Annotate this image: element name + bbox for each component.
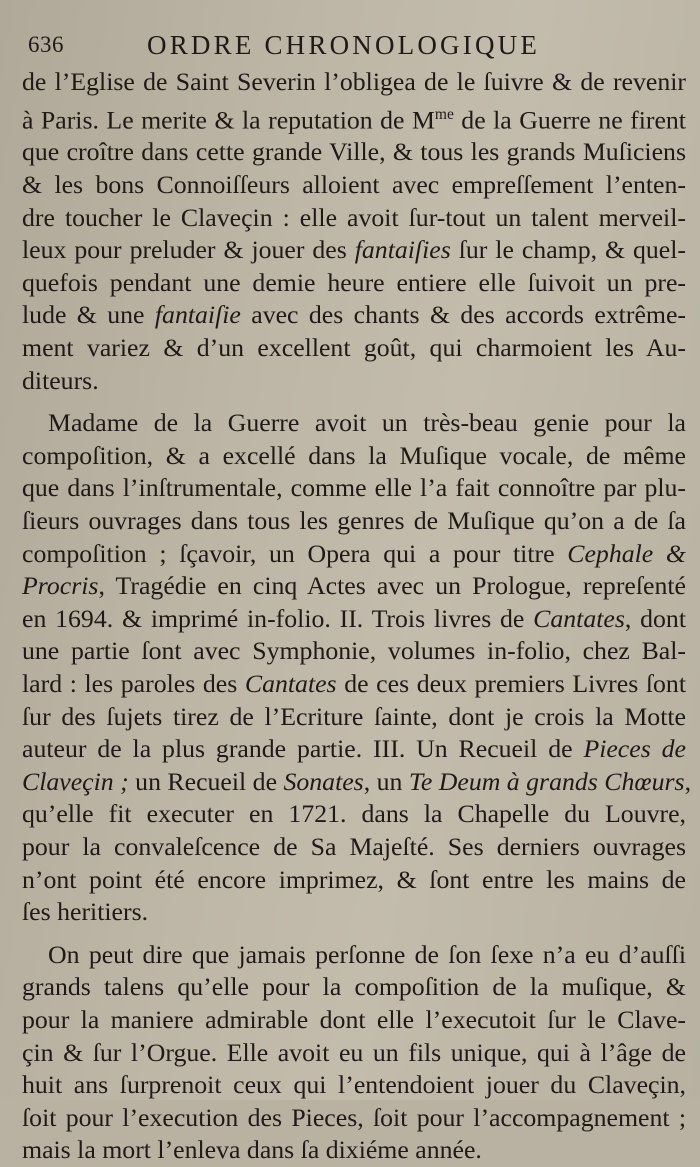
text-run: , Tragédie en cinq Actes avec un Prologue, repreſenté (98, 571, 686, 601)
text-run: & les bons Connoiſſeurs alloient avec empreſſement l’enten- (22, 170, 686, 200)
text-run: ſoit pour l’execution des Pieces, ſoit pour l’accompagnement ; (22, 1102, 686, 1132)
text-line (22, 169, 686, 202)
body-text (22, 66, 692, 1167)
text-run: que dans l’inſtrumentale, comme elle l’a fait connoître par plu- (22, 473, 686, 503)
text-run: quefois pendant une demie heure entiere elle ſuivoit un pre- (22, 267, 686, 297)
text-line (22, 267, 686, 300)
text-run: leux pour preluder & jouer des (22, 235, 355, 265)
text-run: en 1694. & imprimé in-folio. II. Trois livres de (22, 603, 534, 633)
text-line (22, 407, 686, 440)
text-line (22, 202, 686, 235)
italic-text: Te Deum à grands Chœurs (408, 766, 685, 796)
text-run: de l’Eglise de Saint Severin l’obligea de le ſuivre & de revenir (22, 67, 686, 96)
text-run: lude & une (22, 300, 155, 330)
text-run: On peut dire que jamais perſonne de ſon ſexe n’a eu d’auſſi (48, 939, 686, 969)
text-run: à Paris. Le merite & la reputation de M (22, 104, 435, 134)
text-line (22, 831, 686, 864)
italic-text: fantaiſies (354, 235, 451, 265)
text-run: huit ans ſurprenoit ceux qui l’entendoient jouer du Claveçin, (22, 1070, 686, 1100)
text-line (22, 939, 686, 972)
text-run: Madame de la Guerre avoit un très-beau genie pour la (48, 408, 686, 438)
text-line (22, 668, 686, 701)
italic-text: Sonates (283, 766, 364, 796)
text-run: pour la maniere admirable dont elle l’executoit ſur le Clave- (22, 1004, 686, 1034)
text-line (22, 603, 686, 636)
text-run: çin & ſur l’Orgue. Elle avoit eu un fils unique, qui à l’âge de (22, 1037, 686, 1067)
text-run: dre toucher le Claveçin : elle avoit ſur-tout un talent merveil- (22, 202, 686, 232)
text-run: grands talens qu’elle pour la compoſition de la muſique, & (22, 972, 686, 1002)
text-run: qu’elle fit executer en 1721. dans la Chapelle du Louvre, (22, 799, 686, 829)
text-line (22, 136, 686, 169)
text-run: une partie ſont avec Symphonie, volumes in-folio, chez Bal- (22, 636, 686, 666)
text-run: lard : les paroles des (22, 668, 245, 698)
text-line (22, 971, 686, 1004)
text-line (22, 766, 692, 799)
text-run: ment variez & d’un excellent goût, qui charmoient les Au- (22, 333, 686, 363)
paragraph (22, 66, 686, 397)
paragraph-gap (22, 397, 686, 407)
text-line (22, 570, 686, 603)
text-run: mais la mort l’enleva dans ſa dixiéme année. (22, 1135, 482, 1165)
text-line (22, 864, 686, 897)
text-line (22, 1004, 686, 1037)
italic-text: Cantates (533, 603, 625, 633)
text-line (22, 440, 686, 473)
text-line (22, 798, 686, 831)
text-run: ſur le champ, & quel- (450, 235, 687, 265)
page-number: 636 (28, 32, 64, 57)
text-run: n’ont point été encore imprimez, & ſont entre les mains de (22, 864, 686, 894)
text-line (22, 701, 686, 734)
text-run: , (684, 766, 692, 796)
paragraph (22, 407, 692, 929)
text-line (22, 896, 686, 929)
text-run: ſieurs ouvrages dans tous les genres de Muſique qu’on a de ſa (22, 506, 686, 535)
text-line (22, 299, 686, 332)
text-run: compoſition ; ſçavoir, un Opera qui a pour titre (22, 538, 568, 568)
text-run: de ces deux premiers Livres ſont (336, 668, 686, 698)
paragraph (22, 939, 686, 1167)
text-run: avec des chants & des accords extrême- (240, 300, 687, 330)
text-line (22, 1134, 686, 1167)
text-run: de la Guerre ne firent (453, 104, 686, 134)
italic-text: Claveçin ; (22, 766, 129, 796)
text-line (22, 733, 686, 766)
text-line (22, 234, 686, 267)
text-run: compoſition, & a excellé dans la Muſique vocale, de même (22, 440, 686, 470)
text-line (22, 635, 686, 668)
italic-text: Cephale & (567, 538, 687, 568)
italic-text: fantaiſie (154, 300, 241, 330)
italic-text: Pieces de (583, 734, 686, 764)
text-line (22, 538, 686, 571)
italic-text: Cantates (244, 668, 337, 698)
paragraph-gap (22, 929, 686, 939)
text-line (22, 505, 686, 538)
text-run: , un (363, 766, 409, 796)
text-run: pour la convaleſcence de Sa Majeſté. Ses derniers ouvrages (22, 831, 686, 861)
text-line (22, 332, 686, 365)
running-head: ORDRE CHRONOLOGIQUE (147, 30, 541, 60)
superscript-text: me (434, 105, 454, 123)
text-run: ſur des ſujets tirez de l’Ecriture ſainte, dont je crois la Motte (22, 701, 686, 731)
text-run: que croître dans cette grande Ville, & tous les grands Muſiciens (22, 137, 686, 167)
italic-text: Procris (22, 571, 99, 601)
page-header (22, 28, 686, 64)
text-run: diteurs. (22, 365, 99, 395)
text-line (22, 472, 686, 505)
text-line (22, 99, 686, 137)
text-run: , dont (624, 603, 686, 633)
text-run: auteur de la plus grande partie. III. Un Recueil de (22, 734, 584, 764)
text-line (22, 365, 686, 398)
text-run: ſes heritiers. (22, 897, 149, 927)
text-line (22, 66, 686, 99)
text-run: un Recueil de (128, 766, 284, 796)
text-line (22, 1069, 686, 1102)
text-line (22, 1037, 686, 1070)
text-line (22, 1102, 686, 1135)
